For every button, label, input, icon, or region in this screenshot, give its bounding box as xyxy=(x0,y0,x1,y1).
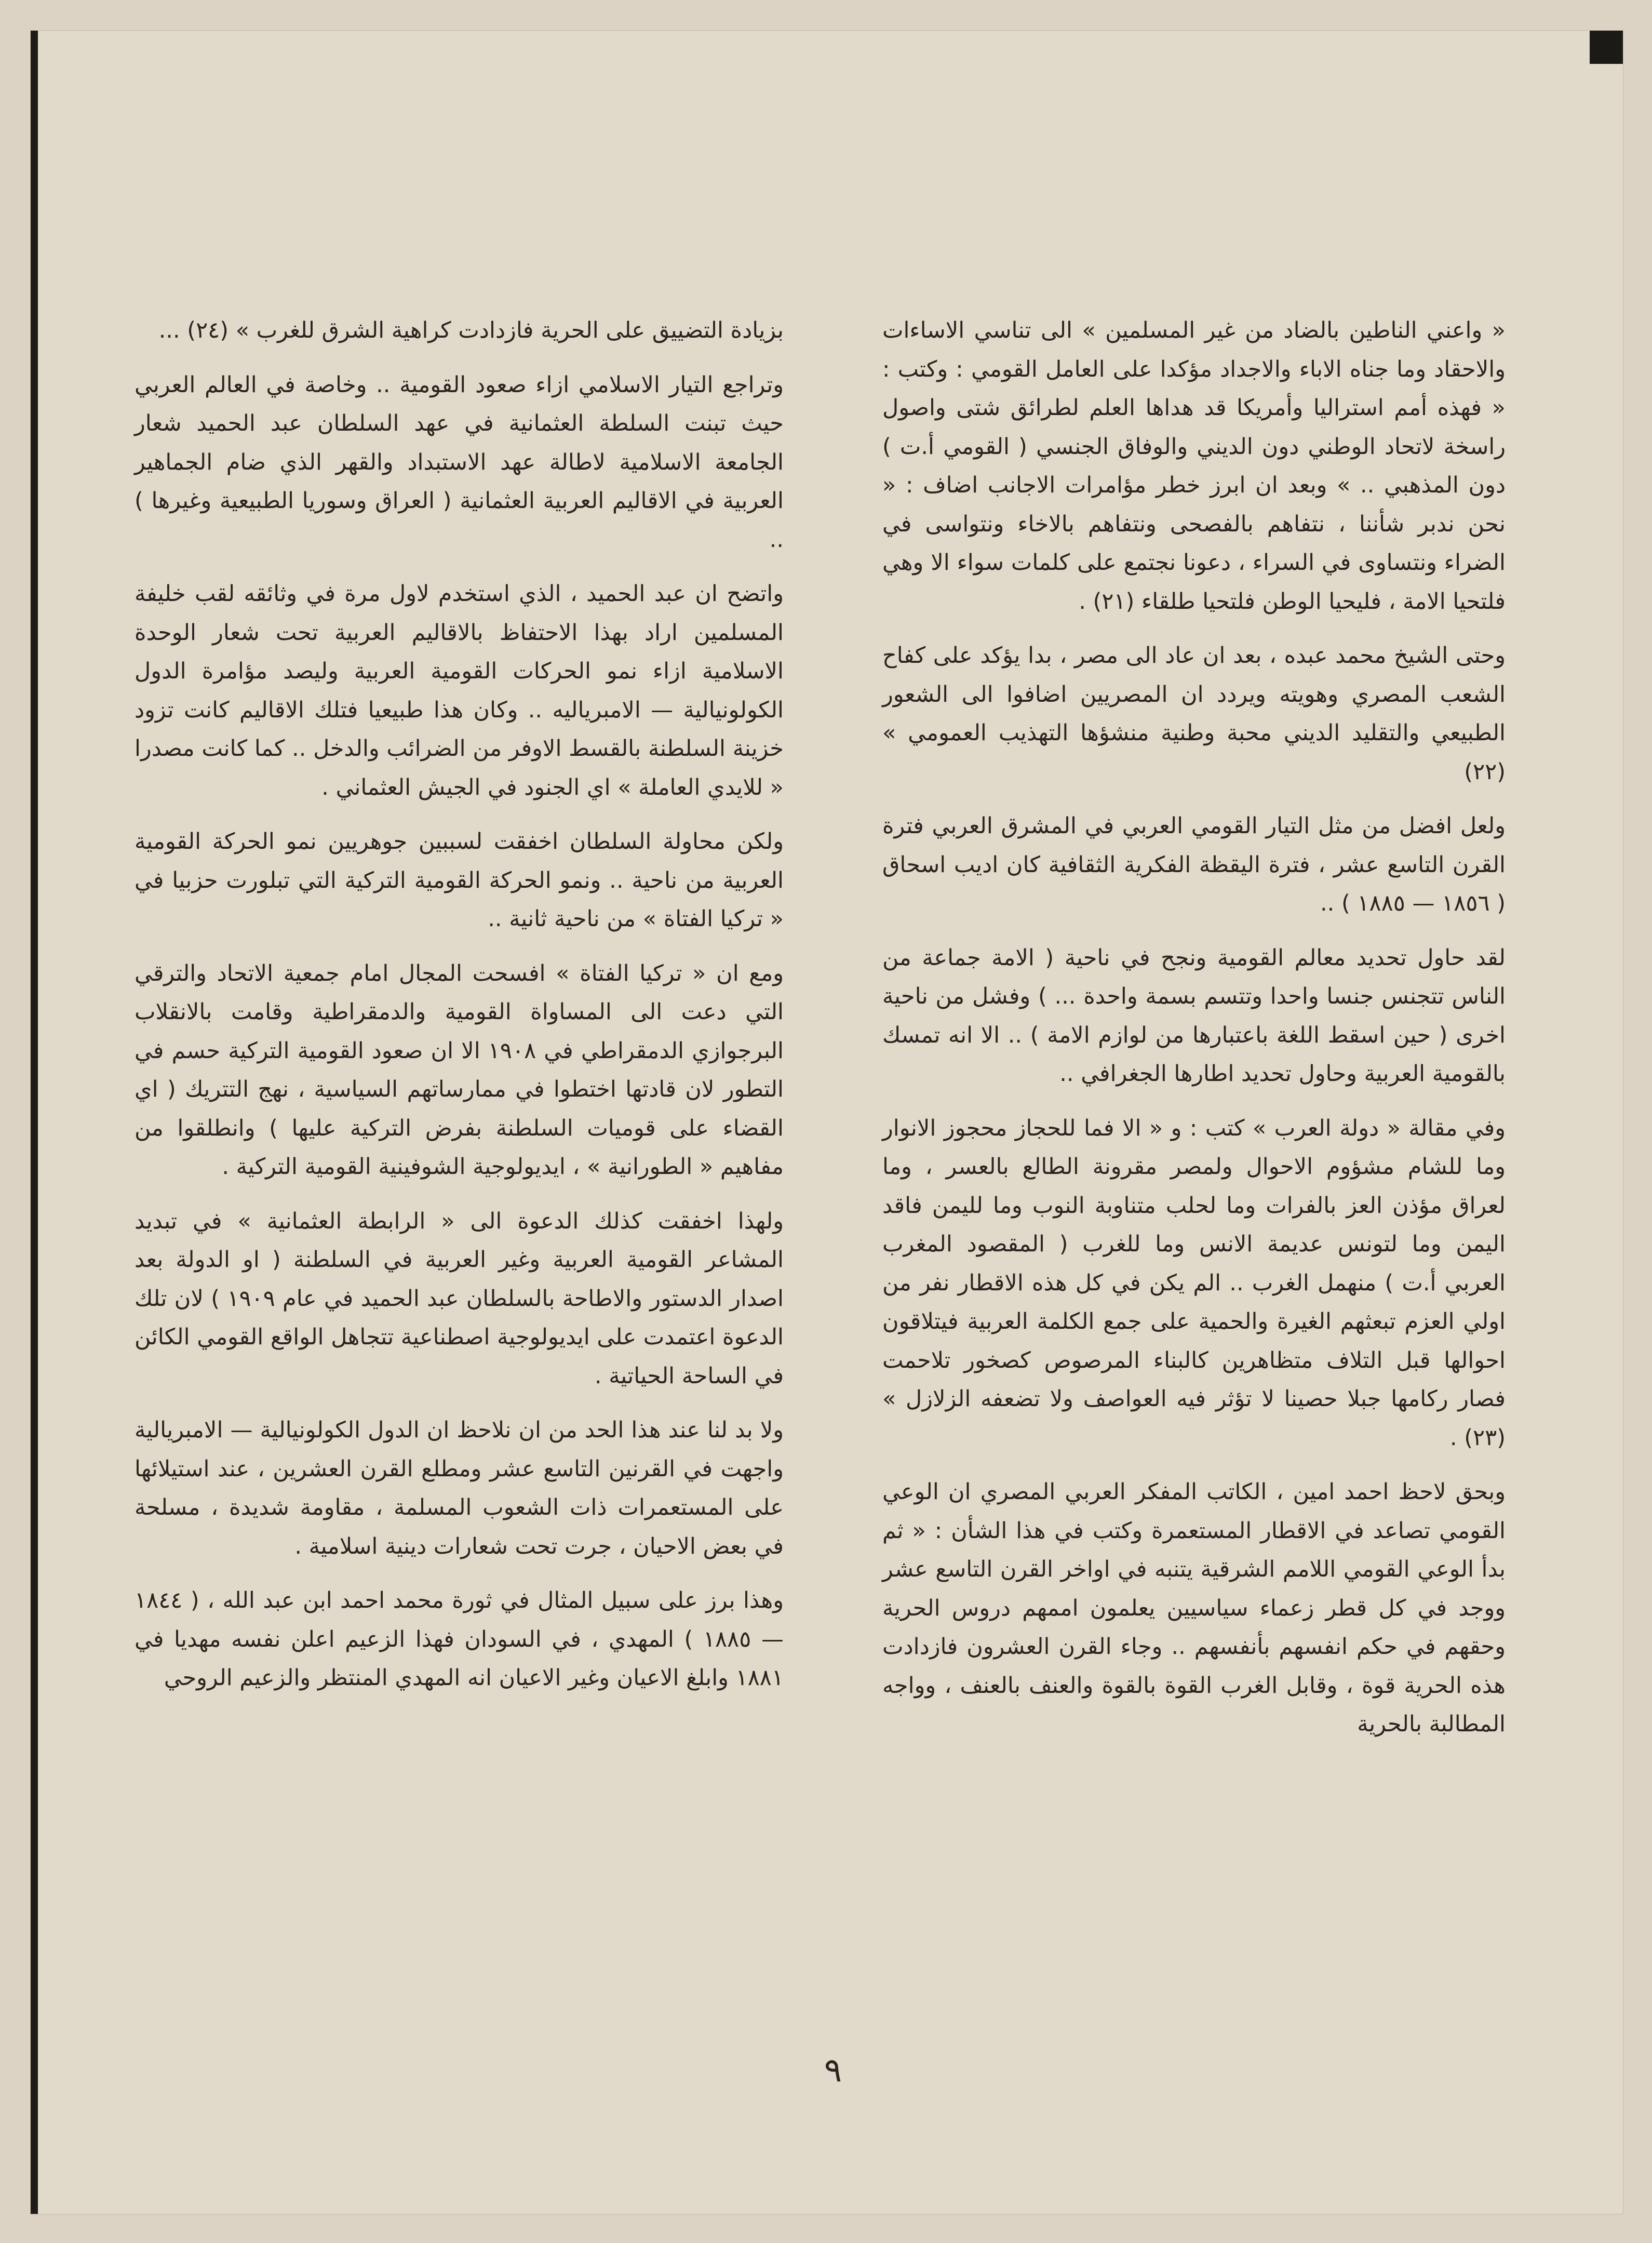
page-number: ٩ xyxy=(824,2051,842,2090)
paragraph: وحتى الشيخ محمد عبده ، بعد ان عاد الى مصر ، بدا يؤكد على كفاح الشعب المصري وهويته ويردد ان المصريين اضافوا الى الشعور الطبيعي والتقليد الديني محبة وطنية منشؤها التهذيب العمومي » (٢٢) xyxy=(882,643,1506,785)
paragraph: لقد حاول تحديد معالم القومية ونجح في ناحية ( الامة جماعة من الناس تتجنس جنسا واحدا وتتسم بسمة واحدة ... ) وفشل من ناحية اخرى ( حين اسقط اللغة باعتبارها من لوازم الامة ) .. الا انه تمسك بالقومية العربية وحاول تحديد اطارها الجغرافي .. xyxy=(882,944,1506,1087)
paragraph: ولعل افضل من مثل التيار القومي العربي في المشرق العربي فترة القرن التاسع عشر ، فترة اليقظة الفكرية الثقافية كان اديب اسحاق ( ١٨٥٦ — ١٨٨٥ ) .. xyxy=(882,813,1506,916)
paragraph: وفي مقالة « دولة العرب » كتب : و « الا فما للحجاز محجوز الانوار وما للشام مشؤوم الاحوال ولمصر مقرونة الطالع بالعسر ، وما لعراق مؤذن العز بالفرات وما لحلب متناوبة النوب وما لليمن فاقد اليمن وما لتونس عديمة الانس وما للغرب ( المقصود المغرب العربي أ.ت ) منهمل الغرب .. الم يكن في كل هذه الاقطار نفر من اولي العزم تبعثهم الغيرة والحمية على جمع الكلمة العربية فيتلاقون احوالها قبل التلاف متظاهرين كالبناء المرصوص كصخور تلاحمت فصار ركامها جبلا حصينا لا تؤثر فيه العواصف ولا تضعفه الزلازل » (٢٣) . xyxy=(882,1115,1506,1451)
paragraph: ولا بد لنا عند هذا الحد من ان نلاحظ ان الدول الكولونيالية — الامبريالية واجهت في القرنين التاسع عشر ومطلع القرن العشرين ، عند استيلائها على المستعمرات ذات الشعوب المسلمة ، مقاومة شديدة ، مسلحة في بعض الاحيان ، جرت تحت شعارات دينية اسلامية . xyxy=(135,1417,784,1559)
paragraph: واتضح ان عبد الحميد ، الذي استخدم لاول مرة في وثائقه لقب خليفة المسلمين اراد بهذا الاحتفاظ بالاقاليم العربية تحت شعار الوحدة الاسلامية ازاء نمو الحركات القومية العربية وليصد مؤامرة الدول الكولونيالية — الامبرياليه .. وكان هذا طبيعيا فتلك الاقاليم كانت تزود خزينة السلطنة بالقسط الاوفر من الضرائب والدخل .. كما كانت مصدرا « للايدي العاملة » اي الجنود في الجيش العثماني . xyxy=(135,581,784,800)
left-text-column xyxy=(135,311,784,1698)
paragraph: وهذا برز على سبيل المثال في ثورة محمد احمد ابن عبد الله ، ( ١٨٤٤ — ١٨٨٥ ) المهدي ، في السودان فهذا الزعيم اعلن نفسه مهديا في ١٨٨١ وابلغ الاعيان وغير الاعيان انه المهدي المنتظر والزعيم الروحي xyxy=(135,1587,784,1691)
paragraph: ولكن محاولة السلطان اخفقت لسببين جوهريين نمو الحركة القومية العربية من ناحية .. ونمو الحركة القومية التركية التي تبلورت حزبيا في « تركيا الفتاة » من ناحية ثانية .. xyxy=(135,829,784,932)
paragraph: بزيادة التضييق على الحرية فازدادت كراهية الشرق للغرب » (٢٤) ... xyxy=(158,317,784,343)
page-left-edge xyxy=(31,31,38,2214)
paragraph: وتراجع التيار الاسلامي ازاء صعود القومية .. وخاصة في العالم العربي حيث تبنت السلطة العثمانية في عهد السلطان عبد الحميد شعار الجامعة الاسلامية لاطالة عهد الاستبداد والقهر الذي ضام الجماهير العربية في الاقاليم العربية العثمانية ( العراق وسوريا الطبيعية وغيرها ) .. xyxy=(135,371,784,553)
magazine-page xyxy=(30,30,1623,2214)
paragraph: ومع ان « تركيا الفتاة » افسحت المجال امام جمعية الاتحاد والترقي التي دعت الى المساواة القومية والدمقراطية وقامت بالانقلاب البرجوازي الدمقراطي في ١٩٠٨ الا ان صعود القومية التركية حسم في التطور لان قادتها اختطوا في ممارساتهم السياسية ، نهج التتريك ( اي القضاء على قوميات السلطنة بفرض التركية عليها ) وانطلقوا من مفاهيم « الطورانية » ، ايديولوجية الشوفينية القومية التركية . xyxy=(135,960,784,1180)
paragraph: ولهذا اخفقت كذلك الدعوة الى « الرابطة العثمانية » في تبديد المشاعر القومية العربية وغير العربية في السلطنة ( او الدولة بعد اصدار الدستور والاطاحة بالسلطان عبد الحميد في عام ١٩٠٩ ) لان تلك الدعوة اعتمدت على ايديولوجية اصطناعية تتجاهل الواقع القومي الكائن في الساحة الحياتية . xyxy=(135,1208,784,1389)
page-corner-mark xyxy=(1590,31,1623,64)
right-text-column xyxy=(882,311,1506,1744)
paragraph: وبحق لاحظ احمد امين ، الكاتب المفكر العربي المصري ان الوعي القومي تصاعد في الاقطار المستعمرة وكتب في هذا الشأن : « ثم بدأ الوعي القومي اللامم الشرقية يتنبه في اواخر القرن التاسع عشر ووجد في كل قطر زعماء سياسيين يعلمون اممهم دروس الحرية وحقهم في حكم انفسهم بأنفسهم .. وجاء القرن العشرون فازدادت هذه الحرية قوة ، وقابل الغرب القوة بالقوة والعنف بالعنف ، وواجه المطالبة بالحرية xyxy=(882,1479,1506,1737)
paragraph: « واعني الناطين بالضاد من غير المسلمين » الى تناسي الاساءات والاحقاد وما جناه الاباء والاجداد مؤكدا على العامل القومي : وكتب : « فهذه أمم استراليا وأمريكا قد هداها العلم لطرائق شتى واصول راسخة لاتحاد الوطني دون الديني والوفاق الجنسي ( القومي أ.ت ) دون المذهبي .. » وبعد ان ابرز خطر مؤامرات الاجانب اضاف : « نحن ندبر شأننا ، نتفاهم بالفصحى ونتفاهم بالاخاء ونتواسى في الضراء ونتساوى في السراء ، دعونا نجتمع على كلمات سواء الا وهي فلتحيا الامة ، فليحيا الوطن فلتحيا طلقاء (٢١) . xyxy=(882,317,1506,615)
